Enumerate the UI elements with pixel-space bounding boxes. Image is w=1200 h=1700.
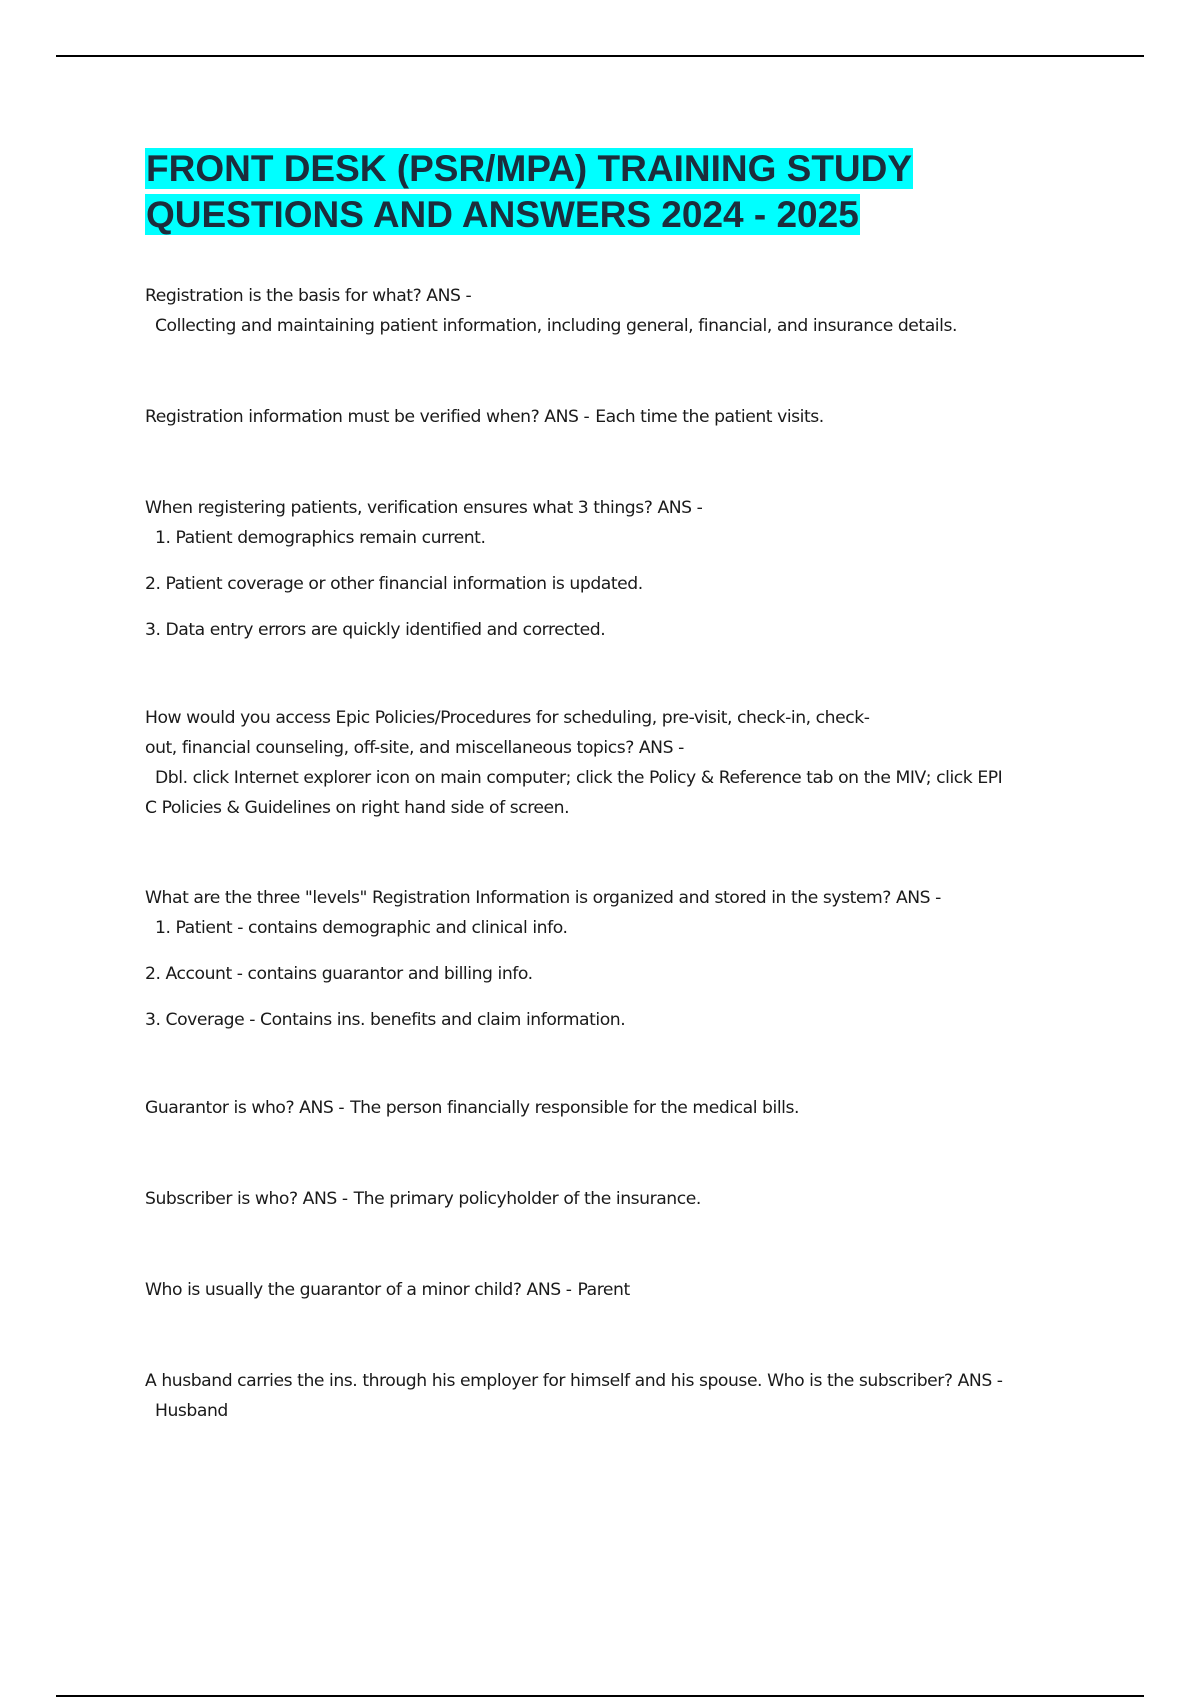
answer-item: 2. Account - contains guarantor and billing info. [145,964,533,984]
question-text: Registration is the basis for what? ANS - [145,286,472,306]
answer-text: The person financially responsible for the medical bills. [350,1098,799,1118]
answer-item: 3. Coverage - Contains ins. benefits and claim information. [145,1010,626,1030]
answer-text: Parent [577,1280,630,1300]
title-line-1: FRONT DESK (PSR/MPA) TRAINING STUDY [146,148,913,189]
bottom-rule [56,1695,1144,1697]
qa-item-verification-things [145,493,1085,645]
question-line [145,1184,1085,1214]
answer-line: Dbl. click Internet explorer icon on main computer; click the Policy & Reference tab on the MIV; click EPI [155,768,1003,788]
question-text: Who is usually the guarantor of a minor child? ANS - [145,1280,572,1300]
answer-text: Husband [155,1401,228,1421]
top-rule [56,55,1144,57]
answer-item: 3. Data entry errors are quickly identified and corrected. [145,620,606,640]
question-text: Registration information must be verified when? ANS - [145,407,590,427]
question-line: out, financial counseling, off-site, and miscellaneous topics? ANS - [145,738,684,758]
qa-item-registration-basis [145,281,1085,341]
question-text: A husband carries the ins. through his employer for himself and his spouse. Who is the subscriber? ANS - [145,1371,1003,1391]
page-title [145,146,913,238]
answer-item: 1. Patient demographics remain current. [155,528,486,548]
qa-item-guarantor [145,1093,1085,1123]
answer-text: The primary policyholder of the insurance. [353,1189,701,1209]
qa-item-husband-subscriber [145,1366,1105,1426]
qa-item-verification-timing [145,402,1085,432]
answer-line: C Policies & Guidelines on right hand side of screen. [145,798,570,818]
answer-item: 1. Patient - contains demographic and clinical info. [155,918,568,938]
title-line-2: QUESTIONS AND ANSWERS 2024 - 2025 [146,194,859,235]
question-line [145,1275,1085,1305]
question-line [145,1093,1085,1123]
answer-text: Collecting and maintaining patient information, including general, financial, and insurance details. [155,316,957,336]
question-text: When registering patients, verification ensures what 3 things? ANS - [145,498,703,518]
qa-item-minor-guarantor [145,1275,1085,1305]
answer-item: 2. Patient coverage or other financial information is updated. [145,574,643,594]
question-line: How would you access Epic Policies/Procedures for scheduling, pre-visit, check-in, check- [145,708,870,728]
answer-text: Each time the patient visits. [595,407,824,427]
question-text: Subscriber is who? ANS - [145,1189,348,1209]
question-text: What are the three "levels" Registration Information is organized and stored in the system? ANS - [145,888,941,908]
qa-item-epic-policies [145,703,1105,823]
question-line [145,402,1085,432]
question-text: Guarantor is who? ANS - [145,1098,345,1118]
qa-item-registration-levels [145,883,1085,1035]
qa-item-subscriber [145,1184,1085,1214]
